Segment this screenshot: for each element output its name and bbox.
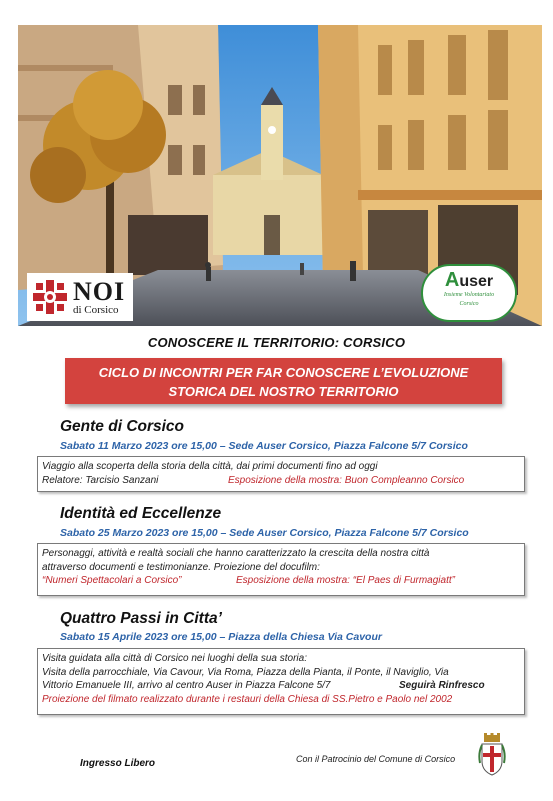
event-1-description: Viaggio alla scoperta della storia della città, dai primi documenti fino ad oggi: [42, 461, 378, 472]
noi-di-corsico-logo: [27, 273, 133, 321]
auser-logo: [421, 264, 517, 322]
event-3-details: [37, 648, 525, 715]
auser-logo-text: user: [459, 273, 494, 290]
event-1-details: [37, 456, 525, 492]
noi-cross-icon: [31, 278, 69, 316]
corsico-coat-of-arms-icon: [478, 733, 506, 777]
page-title: CONOSCERE IL TERRITORIO: CORSICO: [147, 335, 406, 350]
event-3-description-2: Visita della parrocchiale, Via Cavour, Via Roma, Piazza della Pianta, il Ponte, il Naviglio, Via: [42, 666, 449, 678]
event-3-description-3: Vittorio Emanuele III, arrivo al centro Auser in Piazza Falcone 5/7: [42, 680, 331, 691]
event-2-title: Identità ed Eccellenze: [60, 505, 222, 522]
event-2-date: Sabato 25 Marzo 2023 ore 15,00 – Sede Auser Corsico, Piazza Falcone 5/7 Corsico: [60, 527, 469, 539]
noi-logo-subtext: di Corsico: [73, 303, 119, 316]
event-1-exhibit: Esposizione della mostra: Buon Compleanno Corsico: [228, 474, 465, 486]
auser-logo-city: Corsico: [459, 301, 479, 308]
event-2-film: “Numeri Spettacolari a Corsico”: [42, 575, 182, 586]
auser-logo-initial: A: [444, 269, 460, 291]
patronage-note: Con il Patrocinio del Comune di Corsico: [296, 754, 456, 764]
event-3-date: Sabato 15 Aprile 2023 ore 15,00 – Piazza della Chiesa Via Cavour: [60, 631, 382, 643]
event-1-title: Gente di Corsico: [60, 418, 185, 435]
banner-line-1: CICLO DI INCONTRI PER FAR CONOSCERE L’EVOLUZIONE: [98, 365, 469, 380]
event-3-refreshment: Seguirà Rinfresco: [399, 680, 485, 691]
event-3-description-1: Visita guidata alla città di Corsico nei luoghi della sua storia:: [42, 653, 307, 664]
event-2-description-2: attraverso documenti e testimonianze. Proiezione del docufilm:: [42, 561, 320, 573]
event-2-description-1: Personaggi, attività e realtà sociali che hanno caratterizzato la crescita della nostra città: [42, 548, 430, 559]
event-2-details: [37, 543, 525, 596]
event-3-projection: Proiezione del filmato realizzato durante i restauri della Chiesa di SS.Pietro e Paolo nel 2002: [42, 693, 453, 705]
event-1-date: Sabato 11 Marzo 2023 ore 15,00 – Sede Auser Corsico, Piazza Falcone 5/7 Corsico: [60, 440, 468, 452]
auser-logo-tagline: Insieme Volontariato: [443, 292, 495, 298]
event-3-title: Quattro Passi in Citta’: [60, 610, 222, 627]
banner-line-2: STORICA DEL NOSTRO TERRITORIO: [168, 384, 399, 399]
event-1-speaker: Relatore: Tarcisio Sanzani: [42, 474, 159, 486]
free-entry-note: Ingresso Libero: [80, 758, 156, 769]
cycle-banner: [65, 358, 502, 404]
event-2-exhibit: Esposizione della mostra: “El Paes di Furmagiatt”: [236, 575, 455, 586]
noi-logo-text: NOI: [73, 276, 126, 306]
